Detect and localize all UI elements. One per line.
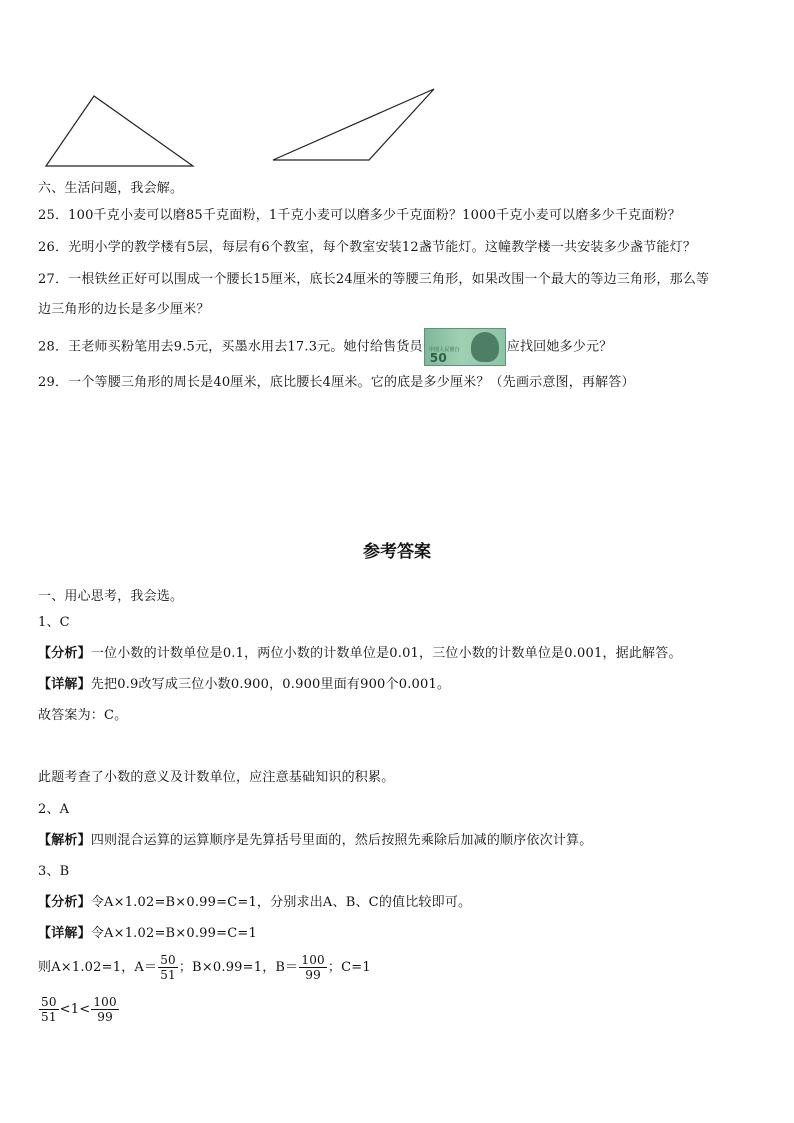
detail-text: 令A×1.02=B×0.99=C=1 <box>90 926 257 941</box>
question-26: 26．光明小学的教学楼有5层，每层有6个教室，每个教室安装12盏节能灯。这幢教学楼一共安装多少盏节能灯？ <box>38 240 697 255</box>
fraction-numerator: 100 <box>93 995 117 1009</box>
answer-1: 1、C <box>38 615 70 630</box>
detail-tag: 【详解】 <box>38 926 91 941</box>
fraction-denominator: 99 <box>97 1010 113 1024</box>
answer-1-detail <box>38 675 450 695</box>
fraction-numerator: 100 <box>301 953 325 967</box>
question-28-text-before: 28．王老师买粉笔用去9.5元，买墨水用去17.3元。她付给售货员 <box>38 339 423 355</box>
detail-text: 先把0.9改写成三位小数0.900，0.900里面有900个0.001。 <box>90 677 451 692</box>
triangle-figure-2 <box>273 89 434 160</box>
answer-3-analysis <box>38 893 471 913</box>
question-25: 25．100千克小麦可以磨85千克面粉，1千克小麦可以磨多少千克面粉？1000千克小麦可以磨多少千克面粉？ <box>38 208 681 223</box>
fraction-numerator: 50 <box>160 953 176 967</box>
fraction-b <box>299 953 327 982</box>
triangle-figures <box>0 0 794 180</box>
analysis-tag: 【分析】 <box>38 895 91 910</box>
analysis-text: 四则混合运算的运算顺序是先算括号里面的，然后按照先乘除后加减的顺序依次计算。 <box>90 833 593 848</box>
answer-2-analysis <box>38 831 592 851</box>
comparison-middle: <1< <box>59 1002 91 1017</box>
calc-part-3: ；C=1 <box>327 960 371 975</box>
fraction-denominator: 51 <box>160 968 176 982</box>
fraction-denominator: 51 <box>41 1010 57 1024</box>
answers-title: 参考答案 <box>363 542 431 562</box>
analysis-tag: 【分析】 <box>38 646 91 661</box>
banknote-value: 50 <box>429 351 447 365</box>
question-29: 29．一个等腰三角形的周长是40厘米，底比腰长4厘米。它的底是多少厘米？（先画示意图，再解答） <box>38 375 635 390</box>
answer-2: 2、A <box>38 802 70 817</box>
answer-3-comparison <box>38 992 120 1028</box>
calc-part-1: 则A×1.02=1，A＝ <box>38 960 158 975</box>
calc-part-2: ；B×0.99=1，B＝ <box>178 960 299 975</box>
question-28 <box>38 328 612 367</box>
question-28-text-after: 应找回她多少元？ <box>506 339 613 355</box>
banknote-portrait <box>471 332 499 362</box>
fraction-b <box>91 995 119 1024</box>
answer-1-analysis <box>38 644 682 664</box>
question-27-line2: 边三角形的边长是多少厘米？ <box>38 302 210 317</box>
fraction-numerator: 50 <box>41 995 57 1009</box>
analysis-text: 一位小数的计数单位是0.1，两位小数的计数单位是0.01，三位小数的计数单位是0.001，据此解答。 <box>90 646 682 661</box>
answer-3: 3、B <box>38 864 70 879</box>
section1-heading: 一、用心思考，我会选。 <box>38 589 184 604</box>
detail-tag: 【详解】 <box>38 677 91 692</box>
question-27-line1: 27．一根铁丝正好可以围成一个腰长15厘米，底长24厘米的等腰三角形，如果改围一个最大的等边三角形，那么等 <box>38 272 710 287</box>
fraction-a <box>158 953 178 982</box>
answer-1-conclusion: 故答案为：C。 <box>38 708 128 723</box>
banknote-image <box>424 328 506 366</box>
analysis-tag: 【解析】 <box>38 833 91 848</box>
answer-3-detail <box>38 924 257 944</box>
section6-heading: 六、生活问题，我会解。 <box>38 181 184 196</box>
answer-3-calculation <box>38 950 371 986</box>
fraction-a <box>39 995 59 1024</box>
fraction-denominator: 99 <box>305 968 321 982</box>
analysis-text: 令A×1.02=B×0.99=C=1，分别求出A、B、C的值比较即可。 <box>90 895 472 910</box>
banknote-caption: 中国人民银行 <box>428 347 460 353</box>
triangle-figure-1 <box>46 96 193 166</box>
answer-1-review: 此题考查了小数的意义及计数单位，应注意基础知识的积累。 <box>38 770 395 785</box>
